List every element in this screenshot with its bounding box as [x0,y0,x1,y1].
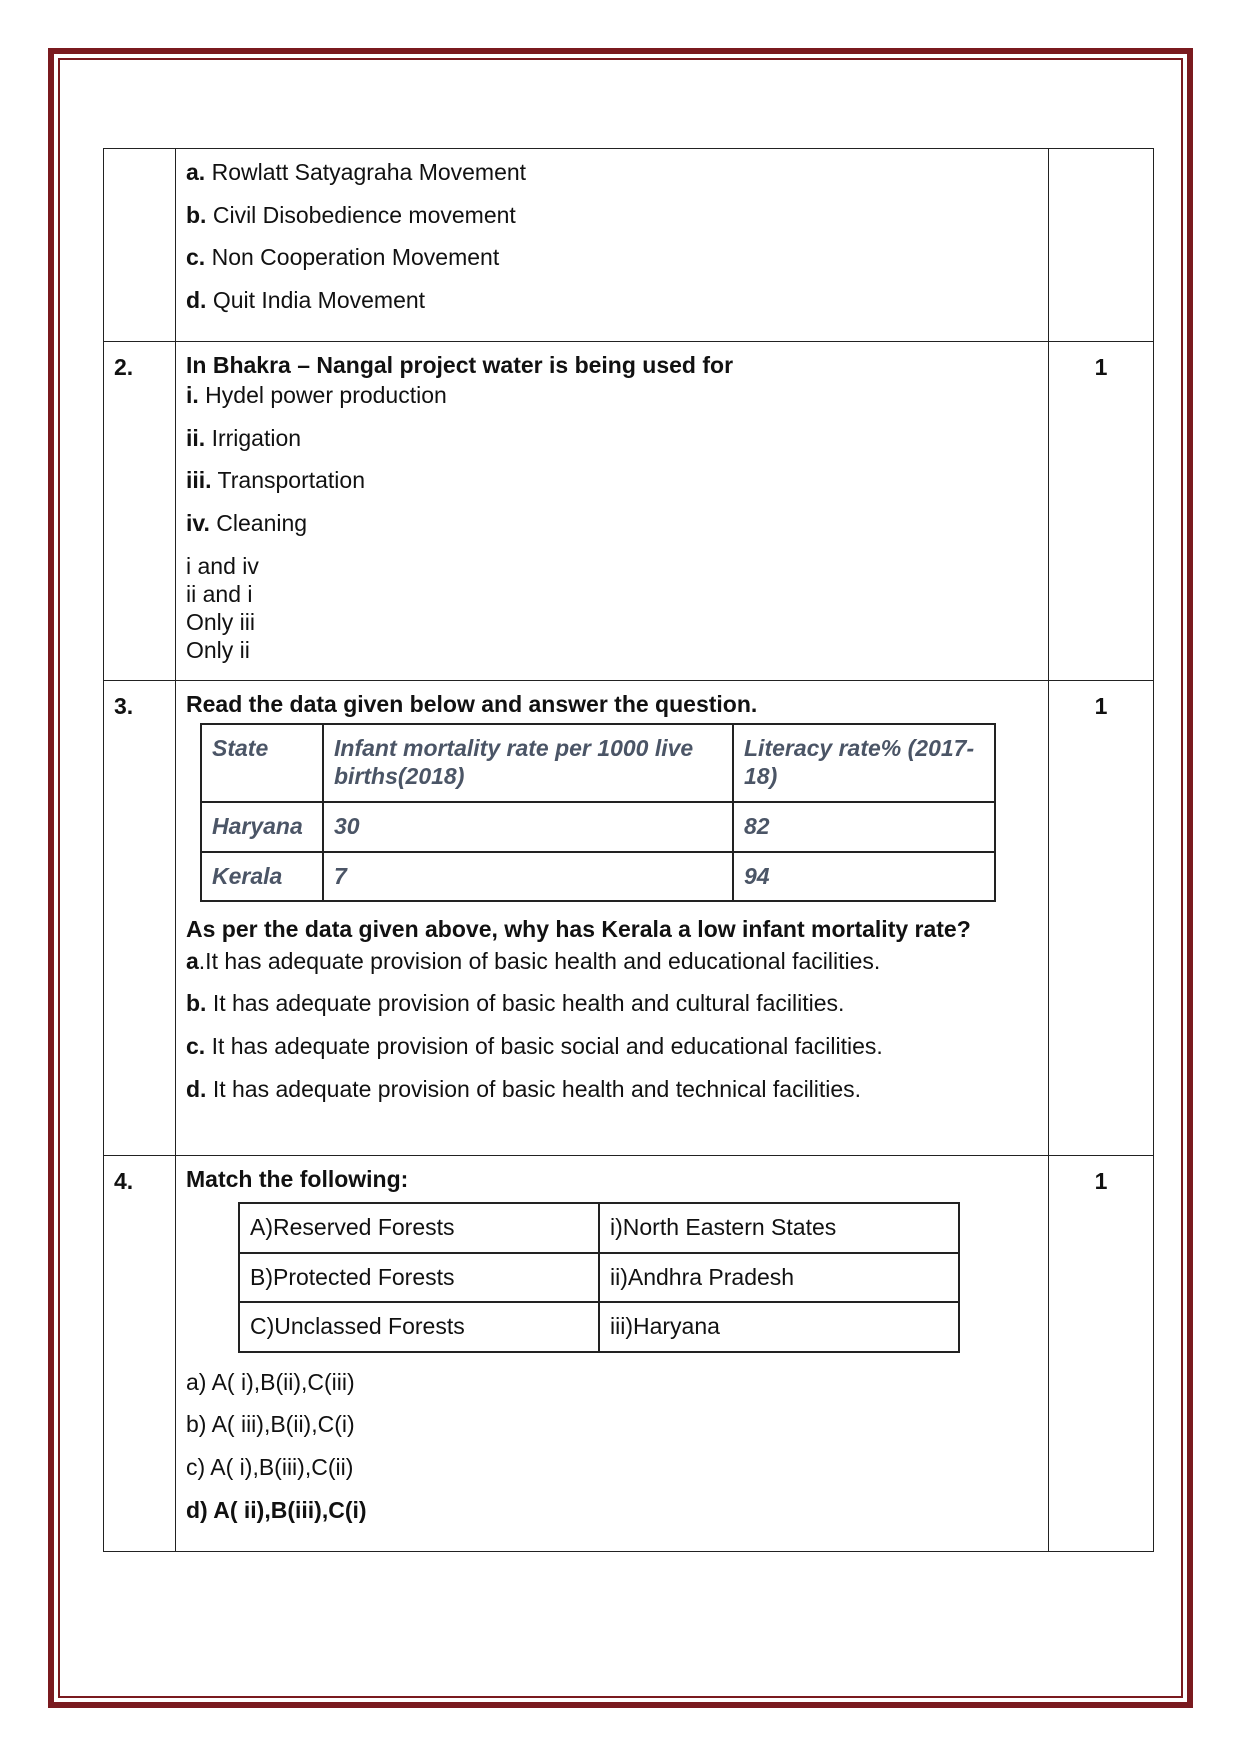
match-table [238,1202,960,1353]
table-row [239,1203,959,1253]
table-cell: 7 [323,852,733,902]
item-iii: iii. Transportation [186,467,365,494]
question-number [104,149,176,342]
table-cell: iii)Haryana [599,1302,959,1352]
table-cell: 94 [733,852,995,902]
option-a: a) A( i),B(ii),C(iii) [186,1368,355,1395]
item-iv: iv. Cleaning [186,509,308,536]
table-cell: ii)Andhra Pradesh [599,1253,959,1303]
question-text: As per the data given above, why has Kerala a low infant mortality rate? [186,916,971,943]
question-number: 3. [104,681,176,1156]
table-cell: Kerala [201,852,323,902]
question-title: Match the following: [186,1166,409,1193]
table-cell: Haryana [201,802,323,852]
question-content [176,149,1049,342]
question-marks: 1 [1049,342,1154,681]
table-cell: 82 [733,802,995,852]
question-number: 4. [104,1156,176,1552]
header-cell: Literacy rate% (2017-18) [733,724,995,802]
header-cell: Infant mortality rate per 1000 live births(2018) [323,724,733,802]
question-marks: 1 [1049,1156,1154,1552]
option-c: c. It has adequate provision of basic social and educational facilities. [186,1032,883,1059]
question-title: In Bhakra – Nangal project water is being used for [186,352,734,379]
data-table-header [201,724,995,802]
question-marks [1049,149,1154,342]
question-row-3 [104,681,1154,1156]
option-b: b. Civil Disobedience movement [186,201,516,228]
option-b: b) A( iii),B(ii),C(i) [186,1411,355,1438]
item-i: i. Hydel power production [186,381,447,408]
question-title: Read the data given below and answer the question. [186,691,758,718]
question-table [103,148,1154,1552]
table-row [201,852,995,902]
question-number: 2. [104,342,176,681]
question-content [176,1156,1049,1552]
table-row [239,1302,959,1352]
data-table [200,723,996,902]
option-c: c) A( i),B(iii),C(ii) [186,1453,354,1480]
header-cell: State [201,724,323,802]
table-row [201,802,995,852]
choice: ii and i [186,581,253,608]
option-a: a.It has adequate provision of basic health and educational facilities. [186,947,881,974]
table-cell: 30 [323,802,733,852]
table-row [239,1253,959,1303]
question-row-2 [104,342,1154,681]
question-marks: 1 [1049,681,1154,1156]
option-d: d. It has adequate provision of basic health and technical facilities. [186,1075,862,1102]
choice: Only ii [186,637,250,664]
option-d: d. Quit India Movement [186,286,426,313]
choice: Only iii [186,609,256,636]
table-cell: B)Protected Forests [239,1253,599,1303]
question-row-1 [104,149,1154,342]
item-ii: ii. Irrigation [186,424,302,451]
table-cell: i)North Eastern States [599,1203,959,1253]
option-d: d) A( ii),B(iii),C(i) [186,1496,367,1523]
option-b: b. It has adequate provision of basic health and cultural facilities. [186,990,845,1017]
question-row-4 [104,1156,1154,1552]
choice: i and iv [186,553,259,580]
question-content [176,681,1049,1156]
table-cell: C)Unclassed Forests [239,1302,599,1352]
question-content [176,342,1049,681]
option-a: a. Rowlatt Satyagraha Movement [186,159,527,185]
table-cell: A)Reserved Forests [239,1203,599,1253]
option-c: c. Non Cooperation Movement [186,244,500,271]
